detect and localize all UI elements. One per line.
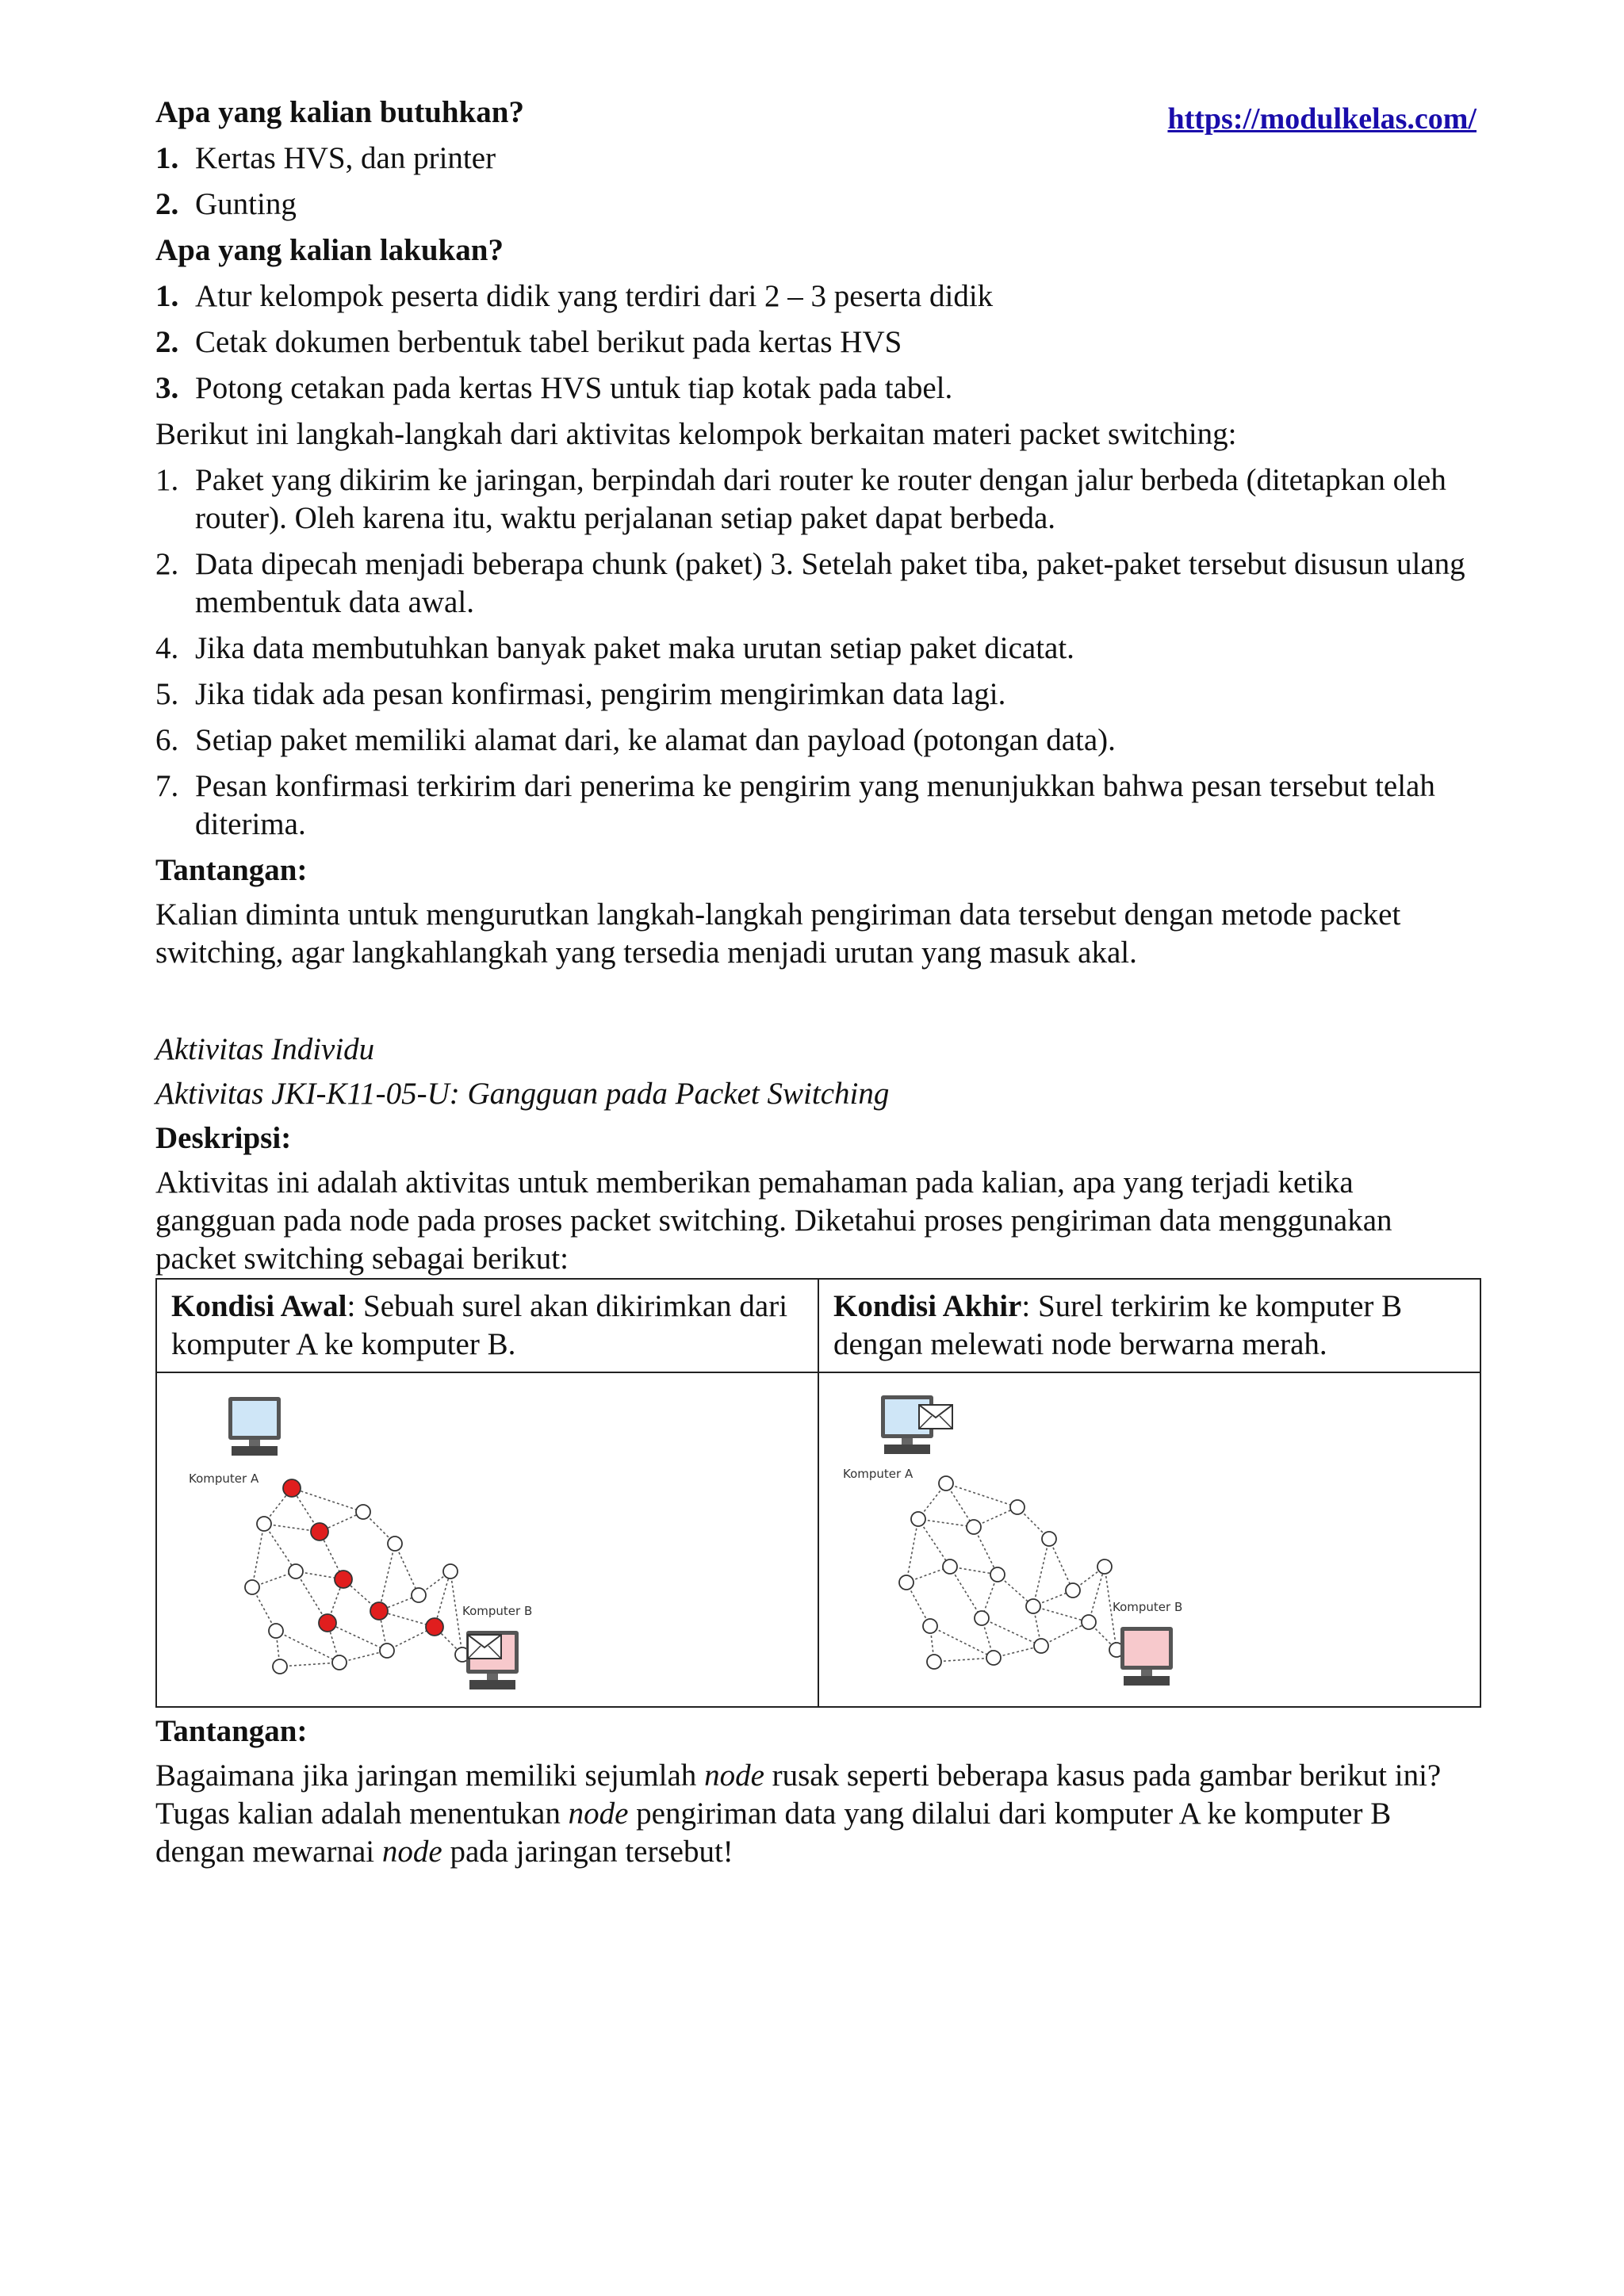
network-node xyxy=(1066,1583,1080,1598)
todo-section xyxy=(155,232,1477,408)
list-item: 5. Jika tidak ada pesan konfirmasi, pengirim mengirimkan data lagi. xyxy=(155,677,1006,711)
steps-intro: Berikut ini langkah-langkah dari aktivitas kelompok berkaitan materi packet switching: xyxy=(155,417,1237,451)
network-node xyxy=(899,1575,914,1590)
final-condition-text: : Surel terkirim ke komputer B dengan melewati node berwarna merah. xyxy=(833,1289,1403,1361)
network-node xyxy=(939,1476,953,1490)
computer-a-icon xyxy=(228,1397,281,1456)
network-link xyxy=(450,1571,462,1655)
network-link xyxy=(982,1618,1041,1646)
steps-list xyxy=(155,461,1477,844)
network-link xyxy=(395,1544,419,1595)
list-item: 2. Gunting xyxy=(155,187,297,221)
individual-subtitle: Aktivitas JKI-K11-05-U: Gangguan pada Packet Switching xyxy=(155,1077,890,1111)
computer-b-label: Komputer B xyxy=(1113,1600,1183,1614)
network-node xyxy=(986,1651,1001,1665)
final-condition-label: Kondisi Akhir xyxy=(833,1289,1022,1323)
network-node xyxy=(1097,1559,1112,1574)
network-node xyxy=(1082,1615,1096,1629)
network-node xyxy=(412,1588,426,1602)
computer-a-label: Komputer A xyxy=(189,1471,259,1486)
network-link xyxy=(930,1626,994,1658)
network-node xyxy=(923,1619,937,1633)
network-link xyxy=(252,1524,264,1587)
red-node xyxy=(335,1571,352,1588)
network-link xyxy=(906,1519,918,1582)
list-item: 2. Cetak dokumen berbentuk tabel berikut pada kertas HVS xyxy=(155,325,902,359)
network-node xyxy=(1034,1639,1048,1653)
todo-heading: Apa yang kalian lakukan? xyxy=(155,233,504,267)
document-page xyxy=(155,89,1477,1877)
network-link xyxy=(264,1524,296,1571)
initial-condition-label: Kondisi Awal xyxy=(171,1289,347,1323)
list-item: 2. Data dipecah menjadi beberapa chunk (paket) 3. Setelah paket tiba, paket-paket tersebut disusun ulang membentuk data awal. xyxy=(155,547,1465,619)
computer-b-label: Komputer B xyxy=(462,1604,533,1618)
needs-section xyxy=(155,94,1477,224)
network-node xyxy=(388,1536,402,1551)
individual-title: Aktivitas Individu xyxy=(155,1032,375,1066)
initial-condition-text: : Sebuah surel akan dikirimkan dari komputer A ke komputer B. xyxy=(171,1289,788,1361)
network-node xyxy=(269,1624,283,1638)
computer-a-label: Komputer A xyxy=(843,1467,914,1481)
network-link xyxy=(918,1519,974,1527)
red-node xyxy=(283,1479,301,1497)
network-link xyxy=(1089,1567,1105,1622)
envelope-icon xyxy=(919,1405,952,1429)
network-node xyxy=(443,1564,458,1578)
steps-section xyxy=(155,415,1477,844)
network-diagram-final xyxy=(819,1373,1480,1706)
network-node xyxy=(1026,1599,1040,1613)
list-item: 1. Kertas HVS, dan printer xyxy=(155,141,496,175)
network-link xyxy=(1049,1539,1073,1590)
list-item: 1. Paket yang dikirim ke jaringan, berpindah dari router ke router dengan jalur berbeda (ditetapkan oleh router). Oleh karena itu, waktu perjalanan setiap paket dapat berbeda. xyxy=(155,463,1446,535)
challenge-2 xyxy=(155,1712,1477,1871)
initial-diagram-cell xyxy=(156,1372,818,1707)
network-diagram-initial xyxy=(157,1373,818,1706)
network-link xyxy=(379,1544,395,1611)
network-node xyxy=(245,1580,259,1594)
network-link xyxy=(1033,1606,1089,1622)
needs-list xyxy=(155,140,1477,224)
network-link xyxy=(934,1658,994,1662)
list-item: 6. Setiap paket memiliki alamat dari, ke alamat dan payload (potongan data). xyxy=(155,723,1116,757)
list-item: 1. Atur kelompok peserta didik yang terdiri dari 2 – 3 peserta didik xyxy=(155,279,994,313)
computer-a-icon xyxy=(881,1395,952,1454)
list-item: 3. Potong cetakan pada kertas HVS untuk tiap kotak pada tabel. xyxy=(155,371,953,405)
red-node xyxy=(370,1602,388,1620)
challenge-1 xyxy=(155,851,1477,972)
network-link xyxy=(946,1483,1017,1507)
envelope-icon xyxy=(468,1635,501,1659)
challenge-2-heading: Tantangan: xyxy=(155,1714,308,1748)
network-link xyxy=(327,1623,387,1651)
network-node xyxy=(975,1611,989,1625)
network-node xyxy=(943,1559,957,1574)
network-node xyxy=(1010,1500,1025,1514)
network-node xyxy=(289,1564,303,1578)
network-node xyxy=(356,1505,370,1519)
network-link xyxy=(1033,1539,1049,1606)
final-condition-cell xyxy=(818,1279,1480,1372)
network-link xyxy=(918,1519,950,1567)
source-url[interactable]: https://modulkelas.com/ xyxy=(1167,102,1477,136)
needs-heading: Apa yang kalian butuhkan? xyxy=(155,95,524,129)
network-node xyxy=(911,1512,925,1526)
description-heading: Deskripsi: xyxy=(155,1121,292,1155)
network-node xyxy=(990,1567,1005,1582)
condition-table xyxy=(155,1278,1481,1708)
challenge-1-heading: Tantangan: xyxy=(155,853,308,887)
todo-list xyxy=(155,277,1477,408)
red-node xyxy=(426,1618,443,1636)
network-link xyxy=(1041,1622,1089,1646)
description-text: Aktivitas ini adalah aktivitas untuk memberikan pemahaman pada kalian, apa yang terjadi ketika gangguan pada node pada proses packet switching. Diketahui proses pengiriman data menggunakan packet switching sebagai berikut: xyxy=(155,1165,1392,1276)
computer-b-icon xyxy=(1120,1627,1173,1686)
network-node xyxy=(380,1644,394,1658)
network-link xyxy=(280,1663,339,1667)
network-node xyxy=(1042,1532,1056,1546)
red-node xyxy=(319,1614,336,1632)
network-link xyxy=(950,1567,982,1618)
network-node xyxy=(332,1655,347,1670)
network-node xyxy=(967,1520,981,1534)
initial-condition-cell xyxy=(156,1279,818,1372)
list-item: 4. Jika data membutuhkan banyak paket maka urutan setiap paket dicatat. xyxy=(155,631,1074,665)
computer-b-icon xyxy=(466,1631,519,1689)
network-node xyxy=(257,1517,271,1531)
network-node xyxy=(927,1655,941,1669)
red-node xyxy=(311,1523,328,1540)
list-item: 7. Pesan konfirmasi terkirim dari penerima ke pengirim yang menunjukkan bahwa pesan tersebut telah diterima. xyxy=(155,769,1435,841)
network-link xyxy=(974,1527,998,1575)
challenge-2-text: Bagaimana jika jaringan memiliki sejumlah node rusak seperti beberapa kasus pada gambar berikut ini? Tugas kalian adalah menentukan node pengiriman data yang dilalui dari komputer A ke komputer B dengan mewarnai node pada jaringan tersebut! xyxy=(155,1758,1442,1869)
final-diagram-cell xyxy=(818,1372,1480,1707)
network-link xyxy=(292,1488,363,1512)
network-link xyxy=(276,1631,339,1663)
challenge-1-text: Kalian diminta untuk mengurutkan langkah-langkah pengiriman data tersebut dengan metode packet switching, agar langkahlangkah yang tersedia menjadi urutan yang masuk akal. xyxy=(155,897,1401,970)
network-node xyxy=(273,1659,287,1674)
individual-section xyxy=(155,1031,1477,1278)
